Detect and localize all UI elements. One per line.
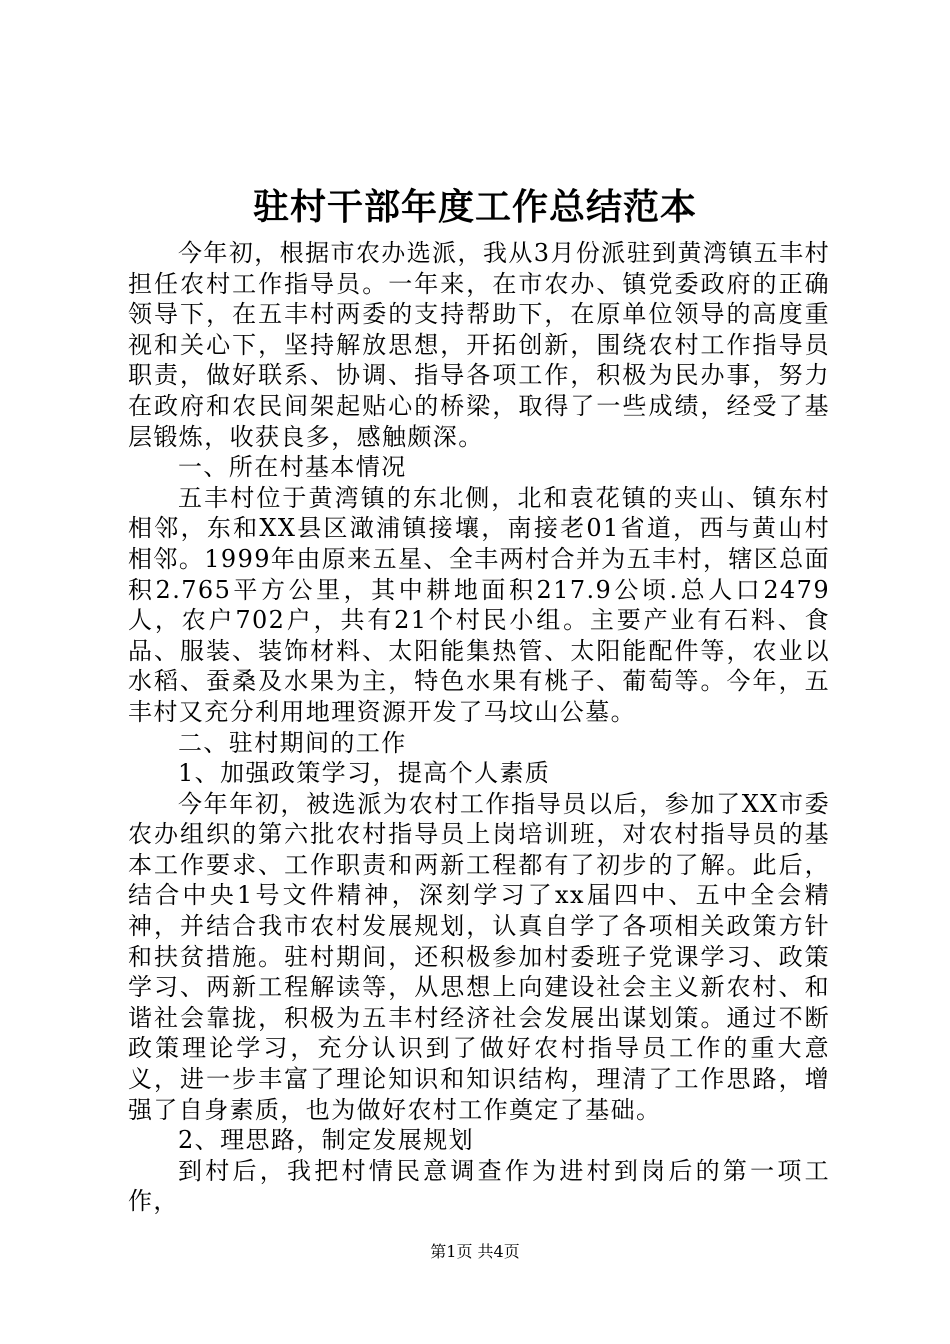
section-heading-2: 二、驻村期间的工作 <box>178 728 407 757</box>
subsection-heading-1: 1、加强政策学习，提高个人素质 <box>178 759 551 788</box>
paragraph-intro: 今年初，根据市农办选派，我从3月份派驻到黄湾镇五丰村担任农村工作指导员。一年来，在市农办、镇党委政府的正确领导下，在五丰村两委的支持帮助下，在原单位领导的高度重视和关心下，坚持解放思想，开拓创新，围绕农村工作指导员职责，做好联系、协调、指导各项工作，积极为民办事，努力在政府和农民间架起贴心的桥梁，取得了一些成绩，经受了基层锻炼，收获良多，感触颇深。 <box>128 239 830 451</box>
paragraph-survey: 到村后，我把村情民意调查作为进村到岗后的第一项工作， <box>128 1156 830 1216</box>
paragraph-village-info: 五丰村位于黄湾镇的东北侧，北和袁花镇的夹山、镇东村相邻，东和XX县区澉浦镇接壤，南接老01省道，西与黄山村相邻。1999年由原来五星、全丰两村合并为五丰村，辖区总面积2.765平方公里，其中耕地面积217.9公顷.总人口2479人，农户702户，共有21个村民小组。主要产业有石料、食品、服装、装饰材料、太阳能集热管、太阳能配件等，农业以水稻、蚕桑及水果为主，特色水果有桃子、葡萄等。今年，五丰村又充分利用地理资源开发了马坟山公墓。 <box>128 483 830 726</box>
subsection-heading-2: 2、理思路，制定发展规划 <box>178 1126 475 1155</box>
document-body <box>128 238 830 1217</box>
section-heading-1: 一、所在村基本情况 <box>178 453 407 482</box>
page-footer: 第1页 共4页 <box>430 1242 520 1261</box>
document-title: 驻村干部年度工作总结范本 <box>252 187 697 228</box>
paragraph-policy-study: 今年年初，被选派为农村工作指导员以后，参加了XX市委农办组织的第六批农村指导员上岗培训班，对农村指导员的基本工作要求、工作职责和两新工程都有了初步的了解。此后，结合中央1号文件精神，深刻学习了xx届四中、五中全会精神，并结合我市农村发展规划，认真自学了各项相关政策方针和扶贫措施。驻村期间，还积极参加村委班子党课学习、政策学习、两新工程解读等，从思想上向建设社会主义新农村、和谐社会靠拢，积极为五丰村经济社会发展出谋划策。通过不断政策理论学习，充分认识到了做好农村指导员工作的重大意义，进一步丰富了理论知识和知识结构，理清了工作思路，增强了自身素质，也为做好农村工作奠定了基础。 <box>128 789 830 1124</box>
